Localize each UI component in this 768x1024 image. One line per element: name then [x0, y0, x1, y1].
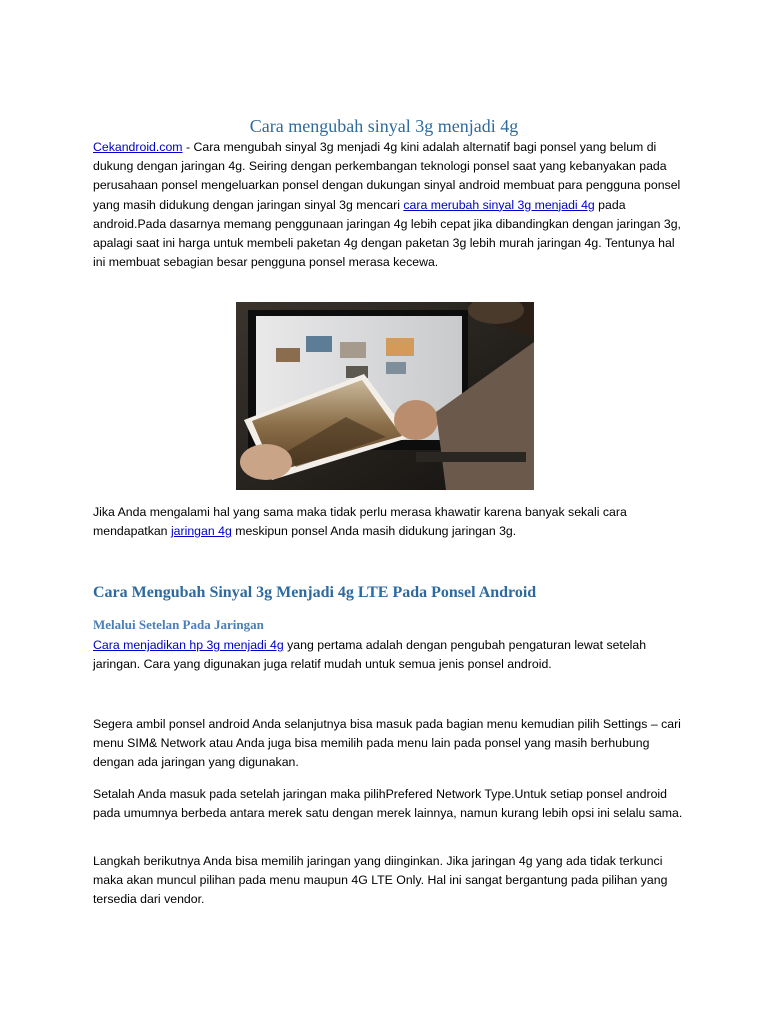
- intro-text-1: - Cara mengubah sinyal 3g menjadi 4g kini adalah alternatif bagi ponsel yang belum di dukung dengan jaringan 4g. Seiring dengan perkembangan teknologi ponsel saat yang kebanyakan pada perusahaan ponsel mengeluarkan ponsel dengan dukungan sinyal android membuat para pengguna ponsel yang masih didukung dengan jaringan sinyal 3g mencari: [93, 140, 681, 212]
- para2-text-2: meskipun ponsel Anda masih didukung jaringan 3g.: [231, 524, 517, 539]
- source-link[interactable]: Cekandroid.com: [93, 140, 183, 154]
- subheading: Melalui Setelan Pada Jaringan: [93, 617, 264, 632]
- paragraph-2: [93, 503, 683, 541]
- para2-text-1: Jika Anda mengalami hal yang sama maka tidak perlu merasa khawatir karena banyak sekali cara mendapatkan: [93, 505, 627, 539]
- intro-text-2: pada android.Pada dasarnya memang penggunaan jaringan 4g lebih cepat jika dibandingkan dengan jaringan 3g, apalagi saat ini harga untuk membeli paketan 4g dengan paketan 3g lebih murah jaringan 4g. Tentunya hal ini membuat sebagian besar pengguna ponsel merasa kecewa.: [93, 197, 681, 270]
- photo-illustration: [236, 302, 534, 490]
- inline-link-menjadikan[interactable]: Cara menjadikan hp 3g menjadi 4g: [93, 638, 284, 652]
- inline-link-jaringan[interactable]: jaringan 4g: [170, 524, 232, 539]
- paragraph-4: Segera ambil ponsel android Anda selanjutnya bisa masuk pada bagian menu kemudian pilih Settings – cari menu SIM& Network atau Anda juga bisa memilih pada menu lain pada ponsel yang masih berhubung dengan ada jaringan yang digunakan.: [93, 717, 681, 770]
- para3-text: yang pertama adalah dengan pengubah pengaturan lewat setelah jaringan. Cara yang digunakan juga relatif mudah untuk semua jenis ponsel android.: [93, 638, 647, 672]
- article-title: Cara mengubah sinyal 3g menjadi 4g: [249, 116, 519, 136]
- paragraph-3: [93, 636, 683, 674]
- inline-link-merubah[interactable]: cara merubah sinyal 3g menjadi 4g: [403, 197, 595, 212]
- section-heading: Cara Mengubah Sinyal 3g Menjadi 4g LTE Pada Ponsel Android: [93, 584, 537, 601]
- paragraph-6: Langkah berikutnya Anda bisa memilih jaringan yang diinginkan. Jika jaringan 4g yang ada tidak terkunci maka akan muncul pilihan pada menu maupun 4G LTE Only. Hal ini sangat bergantung pada pilihan yang tersedia dari vendor.: [93, 854, 668, 907]
- intro-paragraph: [93, 138, 683, 272]
- paragraph-5: Setalah Anda masuk pada setelah jaringan maka pilihPrefered Network Type.Untuk setiap ponsel android pada umumnya berbeda antara merek satu dengan merek lainnya, namun kurang lebih opsi ini selalu sama.: [93, 787, 683, 821]
- article-photo: [236, 302, 534, 490]
